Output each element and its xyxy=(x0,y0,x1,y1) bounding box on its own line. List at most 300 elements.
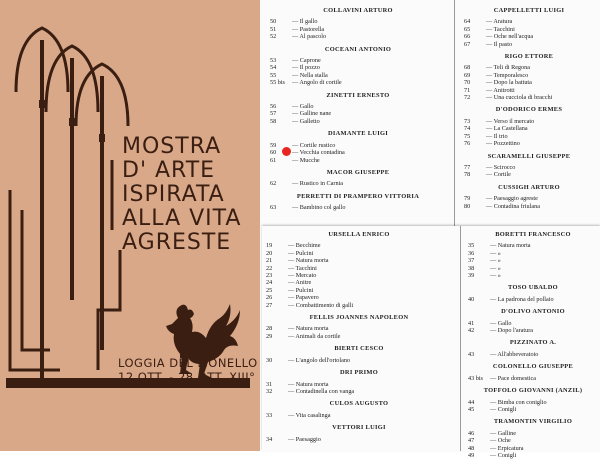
entry-dash: — xyxy=(486,40,494,48)
catalog-entry xyxy=(270,57,446,64)
entry-dash: — xyxy=(486,25,494,33)
entry-title: Pozzettino xyxy=(493,140,520,148)
entry-dash: — xyxy=(490,451,498,459)
catalog-entry xyxy=(270,180,446,187)
entry-number: 44 xyxy=(468,398,475,406)
artist-name: VETTORI LUIGI xyxy=(332,424,386,432)
catalog-entry xyxy=(266,242,452,249)
entry-number: 68 xyxy=(464,64,471,72)
cover-venue: LOGGIA DEL LIONELLO xyxy=(118,356,258,370)
entry-number: 75 xyxy=(464,132,471,140)
entry-dash: — xyxy=(288,249,296,257)
catalog-entry xyxy=(464,118,594,125)
artist-name: PIZZINATO A. xyxy=(509,339,557,347)
cover-title-line-1: MOSTRA xyxy=(122,134,222,159)
entry-dash: — xyxy=(288,294,296,302)
entry-number: 29 xyxy=(266,332,273,340)
entry-title: Dopo la battuta xyxy=(493,79,532,87)
entry-title: » xyxy=(497,272,501,280)
entry-number: 74 xyxy=(464,125,471,133)
entry-number: 63 xyxy=(270,204,277,212)
entry-dash: — xyxy=(292,18,300,26)
artist-name: URSELLA ENRICO xyxy=(328,231,390,238)
entry-title: La padrona del pollaio xyxy=(497,295,554,303)
entry-number: 19 xyxy=(266,242,273,250)
artist-name: CUSSIGH ARTURO xyxy=(498,183,560,191)
catalog-entry xyxy=(270,149,446,156)
entry-title: Erpicatura xyxy=(497,444,524,452)
entry-dash: — xyxy=(486,79,494,87)
artist-section xyxy=(266,369,452,395)
catalog-entry xyxy=(468,406,598,413)
entry-dash: — xyxy=(288,332,296,340)
artist-section xyxy=(468,339,598,358)
entry-title: Natura morta xyxy=(295,380,329,388)
entry-title: Anitrotti xyxy=(493,86,515,94)
catalog-entry xyxy=(266,357,452,364)
catalog-entry xyxy=(266,381,452,388)
entry-number: 32 xyxy=(266,387,273,395)
catalog-entry xyxy=(270,157,446,164)
entry-title: Temporalesco xyxy=(493,71,529,79)
entry-number: 21 xyxy=(266,257,273,265)
entry-title: Gallo xyxy=(299,103,314,111)
artist-section xyxy=(464,7,594,48)
catalog-entry xyxy=(468,445,598,452)
entry-dash: — xyxy=(292,79,300,87)
entry-dash: — xyxy=(288,411,296,419)
catalog-entry xyxy=(266,412,452,419)
catalog-entry xyxy=(266,265,452,272)
catalog-entry xyxy=(266,294,452,301)
entry-number: 39 xyxy=(468,272,475,280)
entry-dash: — xyxy=(486,71,494,79)
catalog-entry xyxy=(464,41,594,48)
entry-number: 40 xyxy=(468,295,475,303)
artist-name: BIERTI CESCO xyxy=(334,345,384,353)
column-divider xyxy=(454,0,455,226)
artist-name: FELLIS JOANNES NAPOLEON xyxy=(309,314,409,322)
entry-number: 69 xyxy=(464,71,471,79)
entry-dash: — xyxy=(490,398,498,406)
entry-number: 71 xyxy=(464,86,471,94)
artist-name: COLONELLO GIUSEPPE xyxy=(492,363,574,371)
artist-name: RIGO ETTORE xyxy=(504,53,554,61)
column-divider xyxy=(460,226,461,451)
entry-number: 22 xyxy=(266,264,273,272)
entry-title: Natura morta xyxy=(295,257,329,265)
entry-dash: — xyxy=(288,301,296,309)
entry-number: 38 xyxy=(468,264,475,272)
entry-number: 31 xyxy=(266,380,273,388)
red-dot-marker xyxy=(282,147,291,156)
artist-section xyxy=(266,231,452,309)
entry-title: Al pascolo xyxy=(299,33,327,41)
entry-number: 76 xyxy=(464,140,471,148)
entry-number: 30 xyxy=(266,356,273,364)
entry-number: 43 xyxy=(468,350,475,358)
entry-dash: — xyxy=(292,141,300,149)
entry-title: Conigli xyxy=(497,405,517,413)
entry-dash: — xyxy=(288,325,296,333)
entry-title: Pulcini xyxy=(295,249,314,257)
artist-section xyxy=(468,418,598,459)
entry-number: 51 xyxy=(270,25,277,33)
entry-number: 55 bis xyxy=(270,79,285,87)
catalog-page-bottom xyxy=(262,226,600,459)
entry-number: 27 xyxy=(266,301,273,309)
artist-section xyxy=(464,106,594,147)
entry-dash: — xyxy=(486,18,494,26)
cover-title-line-2: D' ARTE xyxy=(122,158,216,183)
catalog-page-top xyxy=(260,0,600,226)
entry-title: L'angolo dell'ortolano xyxy=(295,356,351,364)
artist-section xyxy=(468,231,598,279)
entry-title: Il pasto xyxy=(493,40,513,48)
entry-number: 62 xyxy=(270,180,277,188)
entry-dash: — xyxy=(288,257,296,265)
entry-title: Paesaggio agreste xyxy=(493,195,538,203)
artist-name: DRI PRIMO xyxy=(339,369,379,377)
catalog-entry xyxy=(468,399,598,406)
cover-dates: 12 OTT. - 28 OTT. XIII° xyxy=(118,370,256,384)
entry-dash: — xyxy=(292,25,300,33)
entry-dash: — xyxy=(288,356,296,364)
catalog-entry xyxy=(270,18,446,25)
entry-title: Gallo xyxy=(497,319,512,327)
entry-number: 66 xyxy=(464,33,471,41)
catalog-entry xyxy=(468,257,598,264)
catalog-entry xyxy=(464,64,594,71)
entry-dash: — xyxy=(486,64,494,72)
entry-number: 57 xyxy=(270,110,277,118)
entry-number: 20 xyxy=(266,249,273,257)
artist-section xyxy=(266,314,452,340)
entry-dash: — xyxy=(490,272,498,280)
entry-dash: — xyxy=(486,140,494,148)
entry-number: 54 xyxy=(270,64,277,72)
catalog-entry xyxy=(270,33,446,40)
entry-title: Paesaggio xyxy=(295,435,321,443)
entry-dash: — xyxy=(490,444,498,452)
entry-number: 56 xyxy=(270,103,277,111)
entry-title: Natura morta xyxy=(295,325,329,333)
entry-title: Dopo l'aratura xyxy=(497,327,534,335)
entry-title: Natura morta xyxy=(497,242,531,250)
catalog-entry xyxy=(270,64,446,71)
entry-dash: — xyxy=(486,86,494,94)
entry-dash: — xyxy=(292,156,300,164)
entry-title: Oche xyxy=(497,437,511,445)
catalog-entry xyxy=(464,79,594,86)
catalog-entry xyxy=(468,272,598,279)
entry-number: 36 xyxy=(468,249,475,257)
artist-name: SCARAMELLI GIUSEPPE xyxy=(487,152,571,160)
catalog-entry xyxy=(266,287,452,294)
artist-section xyxy=(464,53,594,101)
artist-name: PERRETTI DI PRAMPERO VITTORIA xyxy=(296,192,420,200)
entry-number: 25 xyxy=(266,286,273,294)
artist-name: MACOR GIUSEPPE xyxy=(326,168,390,176)
catalog-entry xyxy=(464,133,594,140)
catalog-entry xyxy=(468,265,598,272)
entry-title: Angolo di cortile xyxy=(299,79,342,87)
artist-name: TRAMONTIN VIRGILIO xyxy=(493,418,573,426)
catalog-entry xyxy=(464,195,594,202)
catalog-entry xyxy=(468,242,598,249)
entry-dash: — xyxy=(292,117,300,125)
artist-name: TOSO UBALDO xyxy=(508,284,558,292)
entry-dash: — xyxy=(292,71,300,79)
entry-number: 61 xyxy=(270,156,277,164)
entry-number: 55 xyxy=(270,71,277,79)
entry-number: 42 xyxy=(468,327,475,335)
entry-number: 37 xyxy=(468,257,475,265)
catalog-entry xyxy=(468,250,598,257)
catalog-entry xyxy=(266,279,452,286)
artist-name: COLLAVINI ARTURO xyxy=(323,7,393,14)
artist-name: COCEANI ANTONIO xyxy=(324,45,392,53)
entry-title: Animali da cortile xyxy=(295,332,341,340)
entry-dash: — xyxy=(292,204,300,212)
entry-number: 53 xyxy=(270,57,277,65)
entry-dash: — xyxy=(490,437,498,445)
entry-dash: — xyxy=(292,103,300,111)
cover-title-line-3: ISPIRATA xyxy=(122,182,225,207)
catalog-column-top-right xyxy=(464,2,594,210)
catalog-entry xyxy=(468,375,598,382)
entry-number: 79 xyxy=(464,195,471,203)
catalog-entry xyxy=(464,18,594,25)
entry-dash: — xyxy=(490,374,498,382)
entry-dash: — xyxy=(292,33,300,41)
entry-number: 43 bis xyxy=(468,374,483,382)
entry-number: 41 xyxy=(468,319,475,327)
entry-title: » xyxy=(497,249,501,257)
entry-title: Contadinella con vanga xyxy=(295,387,355,395)
entry-title: Scirocco xyxy=(493,163,516,171)
catalog-entry xyxy=(468,437,598,444)
entry-number: 64 xyxy=(464,18,471,26)
artist-section xyxy=(468,284,598,303)
artist-name: D'ODORICO ERMES xyxy=(495,106,563,114)
entry-title: All'abbeveratoio xyxy=(497,350,539,358)
entry-number: 45 xyxy=(468,405,475,413)
entry-title: Cortile rustico xyxy=(299,141,336,149)
entry-dash: — xyxy=(486,202,494,210)
entry-number: 78 xyxy=(464,171,471,179)
catalog-entry xyxy=(464,72,594,79)
catalog-entry xyxy=(266,302,452,309)
artist-section xyxy=(270,193,446,212)
artist-section xyxy=(270,92,446,126)
artist-name: CULOS AUGUSTO xyxy=(329,400,389,408)
artist-name: BORETTI FRANCESCO xyxy=(495,231,571,238)
entry-title: Caprone xyxy=(299,57,321,65)
entry-number: 52 xyxy=(270,33,277,41)
entry-dash: — xyxy=(288,387,296,395)
entry-title: Cortile xyxy=(493,171,511,179)
entry-dash: — xyxy=(288,264,296,272)
catalog-entry xyxy=(266,388,452,395)
entry-title: Bimba con coniglio xyxy=(497,398,547,406)
entry-dash: — xyxy=(486,94,494,102)
entry-title: » xyxy=(497,257,501,265)
entry-title: Tacchini xyxy=(295,264,317,272)
entry-title: Vita casalinga xyxy=(295,411,331,419)
artist-name: D'OLIVO ANTONIO xyxy=(501,308,565,316)
entry-dash: — xyxy=(288,435,296,443)
entry-title: Vecchia contadina xyxy=(299,149,345,157)
catalog-entry xyxy=(468,296,598,303)
catalog-entry xyxy=(266,436,452,443)
entry-dash: — xyxy=(490,257,498,265)
entry-title: Galline xyxy=(497,429,516,437)
artist-section xyxy=(266,424,452,443)
entry-dash: — xyxy=(490,405,498,413)
entry-number: 35 xyxy=(468,242,475,250)
artist-section xyxy=(266,345,452,364)
entry-dash: — xyxy=(292,64,300,72)
entry-number: 24 xyxy=(266,279,273,287)
catalog-entry xyxy=(464,203,594,210)
artist-section xyxy=(468,387,598,413)
catalog-entry xyxy=(464,94,594,101)
entry-number: 33 xyxy=(266,411,273,419)
entry-title: Aratura xyxy=(493,18,513,26)
entry-number: 77 xyxy=(464,163,471,171)
entry-dash: — xyxy=(486,163,494,171)
entry-dash: — xyxy=(292,149,300,157)
entry-number: 59 xyxy=(270,141,277,149)
entry-title: Una cucciola di bracchi xyxy=(493,94,553,102)
catalog-entry xyxy=(468,351,598,358)
artist-section xyxy=(270,169,446,188)
artist-section xyxy=(468,308,598,334)
entry-title: » xyxy=(497,264,501,272)
entry-dash: — xyxy=(288,286,296,294)
artist-name: DIAMANTE LUIGI xyxy=(327,130,389,138)
catalog-entry xyxy=(464,164,594,171)
entry-number: 73 xyxy=(464,117,471,125)
entry-dash: — xyxy=(486,195,494,203)
artist-section xyxy=(270,130,446,164)
artist-section xyxy=(270,46,446,87)
catalog-entry xyxy=(270,72,446,79)
catalog-entry xyxy=(266,257,452,264)
entry-title: Pace domestica xyxy=(497,374,537,382)
artist-section xyxy=(266,400,452,419)
entry-title: Bambino col gallo xyxy=(299,204,346,212)
cover-title-line-5: AGRESTE xyxy=(122,230,232,255)
catalog-entry xyxy=(270,79,446,86)
entry-title: Pastorella xyxy=(299,25,325,33)
catalog-entry xyxy=(266,333,452,340)
entry-title: Il trio xyxy=(493,132,508,140)
artist-name: ZINETTI ERNESTO xyxy=(326,91,390,99)
entry-title: Galletto xyxy=(299,117,320,125)
catalog-entry xyxy=(464,33,594,40)
entry-dash: — xyxy=(490,350,498,358)
entry-dash: — xyxy=(486,117,494,125)
catalog-entry xyxy=(468,452,598,459)
artist-section xyxy=(270,7,446,41)
entry-number: 67 xyxy=(464,40,471,48)
entry-title: Conigli xyxy=(497,451,517,459)
catalog-entry xyxy=(464,140,594,147)
entry-dash: — xyxy=(288,272,296,280)
entry-title: Il gallo xyxy=(299,18,318,26)
catalog-entry xyxy=(270,118,446,125)
entry-title: Becchime xyxy=(295,242,321,250)
entry-number: 46 xyxy=(468,429,475,437)
entry-dash: — xyxy=(288,279,296,287)
catalog-entry xyxy=(266,250,452,257)
entry-number: 70 xyxy=(464,79,471,87)
entry-number: 65 xyxy=(464,25,471,33)
catalog-column-top-left xyxy=(270,2,446,212)
entry-number: 80 xyxy=(464,202,471,210)
entry-dash: — xyxy=(292,110,300,118)
entry-dash: — xyxy=(486,132,494,140)
entry-dash: — xyxy=(288,242,296,250)
catalog-entry xyxy=(464,87,594,94)
entry-dash: — xyxy=(486,171,494,179)
entry-dash: — xyxy=(490,295,498,303)
catalog-entry xyxy=(270,142,446,149)
entry-title: Mercato xyxy=(295,272,317,280)
entry-number: 26 xyxy=(266,294,273,302)
entry-number: 72 xyxy=(464,94,471,102)
entry-dash: — xyxy=(292,57,300,65)
entry-number: 60 xyxy=(270,149,277,157)
entry-title: Contadina friulana xyxy=(493,202,540,210)
entry-number: 49 xyxy=(468,451,475,459)
catalog-entry xyxy=(270,204,446,211)
artist-name: CAPPELLETTI LUIGI xyxy=(493,7,565,14)
entry-number: 47 xyxy=(468,437,475,445)
entry-dash: — xyxy=(292,180,300,188)
entry-title: Papavero xyxy=(295,294,319,302)
catalog-entry xyxy=(464,26,594,33)
entry-title: Combattimento di galli xyxy=(295,301,354,309)
entry-title: Anitre xyxy=(295,279,312,287)
entry-title: Verso il mercato xyxy=(493,117,535,125)
entry-number: 28 xyxy=(266,325,273,333)
entry-title: Tacchini xyxy=(493,25,515,33)
catalog-column-bottom-right xyxy=(468,226,598,459)
catalog-entry xyxy=(468,327,598,334)
entry-dash: — xyxy=(490,249,498,257)
entry-title: La Castellana xyxy=(493,125,528,133)
catalog-entry xyxy=(266,325,452,332)
entry-title: Oche nell'acqua xyxy=(493,33,534,41)
entry-dash: — xyxy=(288,380,296,388)
entry-number: 23 xyxy=(266,272,273,280)
catalog-entry xyxy=(468,430,598,437)
entry-dash: — xyxy=(486,125,494,133)
entry-dash: — xyxy=(490,327,498,335)
entry-title: Pulcini xyxy=(295,286,314,294)
catalog-entry xyxy=(270,110,446,117)
artist-section xyxy=(468,363,598,382)
catalog-column-bottom-left xyxy=(266,226,452,443)
artist-name: TOFFOLO GIOVANNI (ANZIL) xyxy=(483,387,583,395)
artist-section xyxy=(464,153,594,179)
entry-title: Galline nane xyxy=(299,110,332,118)
entry-number: 48 xyxy=(468,444,475,452)
catalog-entry xyxy=(270,26,446,33)
